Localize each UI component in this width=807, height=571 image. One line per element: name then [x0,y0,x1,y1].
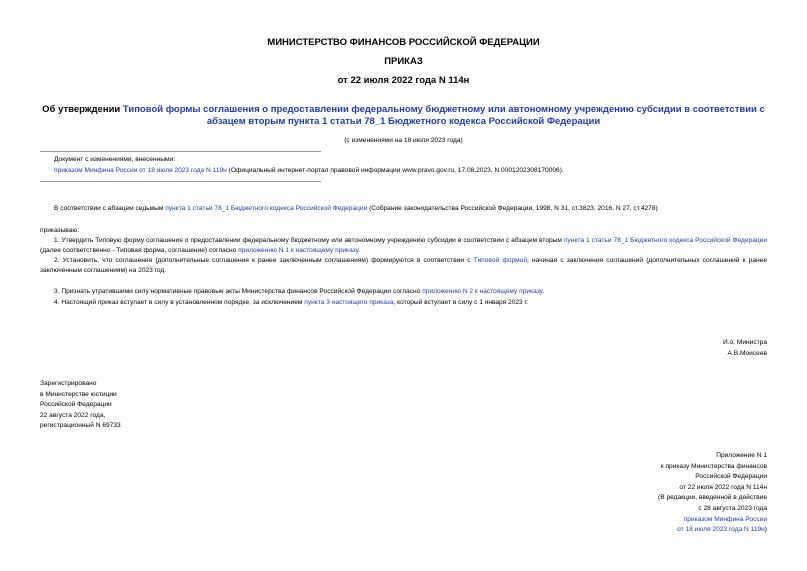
registration-line: 22 августа 2022 года, [40,411,106,419]
appendix-line: Российской Федерации [695,473,767,481]
appendix-line: Приложение N 1 [716,452,767,459]
amendments-title: Документ с изменениями, внесенными: [54,156,176,163]
appendix-2-link[interactable]: приложению N 2 к настоящему приказу [422,288,543,295]
document-subject [40,104,767,128]
appendix-block [507,451,767,536]
signatory-name: А.В.Моисеев [727,350,767,357]
signatory-position: И.о. Министра [722,339,767,346]
preamble-text: В соответствии с абзацем седьмым [54,205,166,212]
budget-code-link[interactable]: пункта 1 статьи 78_1 Бюджетного кодекса Российской Федерации [165,205,368,212]
amendment-order-link[interactable]: приказом Минфина России от 18 июля 2023 года N 119н [54,167,227,174]
appendix-close-paren: ) [764,526,767,534]
appendix-line: с 28 августа 2023 года [698,504,767,512]
appendix-line: от 22 июля 2022 года N 114н [679,483,767,491]
model-form-link[interactable]: Типовой формой [473,257,527,264]
appendix-amendment-date-link[interactable]: от 18 июля 2023 года N 119н [677,526,765,534]
p2-text: 2. Установить, что соглашения (дополнительные соглашения к ранее заключенным соглашениям) формируются в соответствии с [54,257,474,264]
paragraph-1 [40,236,767,255]
ministry-title: МИНИСТЕРСТВО ФИНАНСОВ РОССИЙСКОЙ ФЕДЕРАЦИИ [267,37,540,48]
p1-budget-code-link[interactable]: пункта 1 статьи 78_1 Бюджетного кодекса Российской Федерации [563,237,767,244]
appendix-1-link[interactable]: приложению N 1 к настоящему приказу [238,246,359,254]
rule-top [40,151,321,152]
p1-text-mid: (далее соответственно - Типовая форма, соглашение) согласно [40,246,239,254]
registration-line: Зарегистрировано [40,380,97,387]
order-word: приказываю: [40,227,80,234]
amendments-source [54,166,564,175]
registration-line: Российской Федерации [40,401,112,408]
appendix-amendment-link[interactable]: приказом Минфина России [683,515,767,523]
p3-text: 3. Признать утратившими силу нормативные правовые акты Министерства финансов Российской Федерации согласно [54,288,423,295]
appendix-line: (В редакции, введенной в действие [658,494,767,502]
paragraph-3 [54,287,544,296]
subject-link[interactable]: Типовой формы соглашения о предоставлении федеральному бюджетному или автономному учреждению субсидии в соответствии с абзацем вторым пункта 1 статьи 78_1 Бюджетного кодекса Российской Федерации [122,104,765,127]
p4-text-post: , который вступает в силу с 1 января 2023 г. [393,299,528,306]
registration-line: регистрационный N 69733 [40,422,121,429]
item-3-link[interactable]: пункта 3 настоящего приказа [304,299,394,306]
p1-text: 1. Утвердить Типовую форму соглашения о предоставлении федеральному бюджетному или автономному учреждению субсидии в соответствии с абзацем вторым [54,237,564,244]
registration-line: в Министерстве юстиции [40,390,117,398]
subject-prefix: Об утверждении [42,104,123,115]
paragraph-2 [40,256,767,275]
p4-text: 4. Настоящий приказ вступает в силу в установленном порядке, за исключением [54,299,305,306]
appendix-line: к приказу Министерства финансов [660,462,767,470]
preamble [54,204,658,213]
rule-bottom [40,181,321,182]
p2-text-post: , начиная с заключения соглашений (дополнительных соглашений к ранее заключенным соглашениям) на 2023 год. [40,257,767,274]
document-date-number: от 22 июля 2022 года N 114н [337,75,470,86]
edition-note: (с изменениями на 18 июля 2023 года) [344,137,463,144]
amendment-publication: (Официальный интернет-портал правовой информации www.pravo.gov.ru, 17.08.2023, N 0001202308170006). [226,167,564,174]
p1-end: . [358,246,361,254]
paragraph-4 [54,298,528,307]
document-type: ПРИКАЗ [384,56,423,67]
registration-block [40,379,121,432]
p3-end: . [542,288,545,295]
preamble-source: (Собрание законодательства Российской Федерации, 1998, N 31, ст.3823; 2016, N 27, ст.4278) [367,205,658,212]
